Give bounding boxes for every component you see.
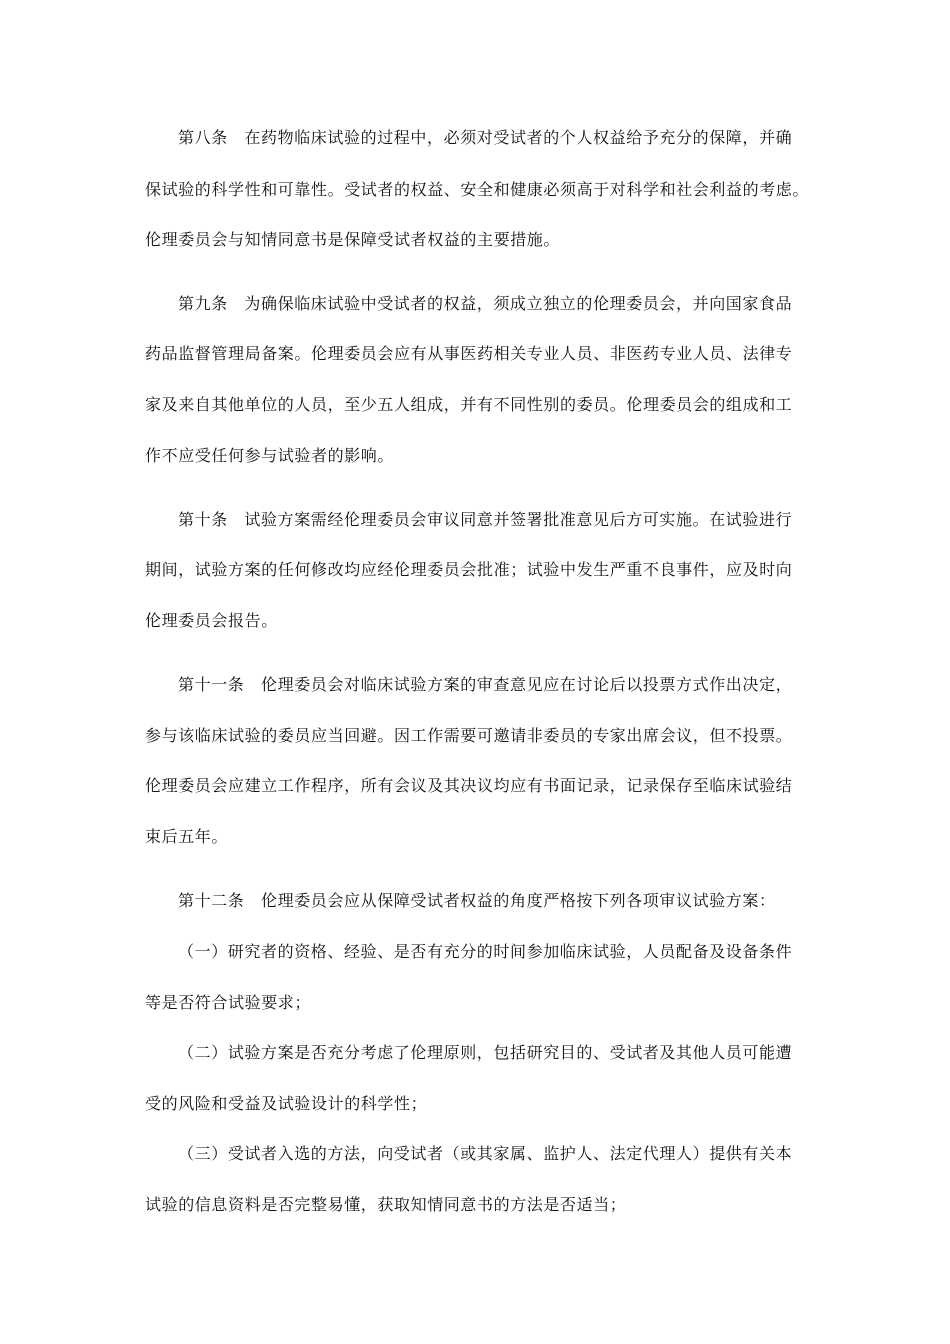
article-11-line-1: 第十一条 伦理委员会对临床试验方案的审查意见应在讨论后以投票方式作出决定， [178,675,793,694]
article-8-line-1: 第八条 在药物临床试验的过程中，必须对受试者的个人权益给予充分的保障，并确 [178,128,793,147]
item-1-line-1: （一）研究者的资格、经验、是否有充分的时间参加临床试验，人员配备及设备条件 [178,942,793,961]
article-11-line-4: 束后五年。 [145,827,229,846]
article-10-line-2: 期间，试验方案的任何修改均应经伦理委员会批准；试验中发生严重不良事件，应及时向 [145,560,793,579]
article-11-line-2: 参与该临床试验的委员应当回避。因工作需要可邀请非委员的专家出席会议，但不投票。 [145,726,793,745]
article-10-line-1: 第十条 试验方案需经伦理委员会审议同意并签署批准意见后方可实施。在试验进行 [178,510,793,529]
article-12-line-1: 第十二条 伦理委员会应从保障受试者权益的角度严格按下列各项审议试验方案： [178,891,776,910]
item-2-line-2: 受的风险和受益及试验设计的科学性； [145,1094,428,1113]
article-8-line-3: 伦理委员会与知情同意书是保障受试者权益的主要措施。 [145,230,561,249]
article-9-line-2: 药品监督管理局备案。伦理委员会应有从事医药相关专业人员、非医药专业人员、法律专 [145,344,793,363]
article-9-line-4: 作不应受任何参与试验者的影响。 [145,446,395,465]
article-8-line-2: 保试验的科学性和可靠性。受试者的权益、安全和健康必须高于对科学和社会利益的考虑。 [145,180,810,199]
item-3-line-1: （三）受试者入选的方法，向受试者（或其家属、监护人、法定代理人）提供有关本 [178,1144,793,1163]
article-11-line-3: 伦理委员会应建立工作程序，所有会议及其决议均应有书面记录，记录保存至临床试验结 [145,776,793,795]
item-1-line-2: 等是否符合试验要求； [145,993,312,1012]
item-3-line-2: 试验的信息资料是否完整易懂，获取知情同意书的方法是否适当； [145,1195,627,1214]
article-9-line-1: 第九条 为确保临床试验中受试者的权益，须成立独立的伦理委员会，并向国家食品 [178,294,793,313]
article-10-line-3: 伦理委员会报告。 [145,611,278,630]
article-9-line-3: 家及来自其他单位的人员，至少五人组成，并有不同性别的委员。伦理委员会的组成和工 [145,395,793,414]
item-2-line-1: （二）试验方案是否充分考虑了伦理原则，包括研究目的、受试者及其他人员可能遭 [178,1043,793,1062]
